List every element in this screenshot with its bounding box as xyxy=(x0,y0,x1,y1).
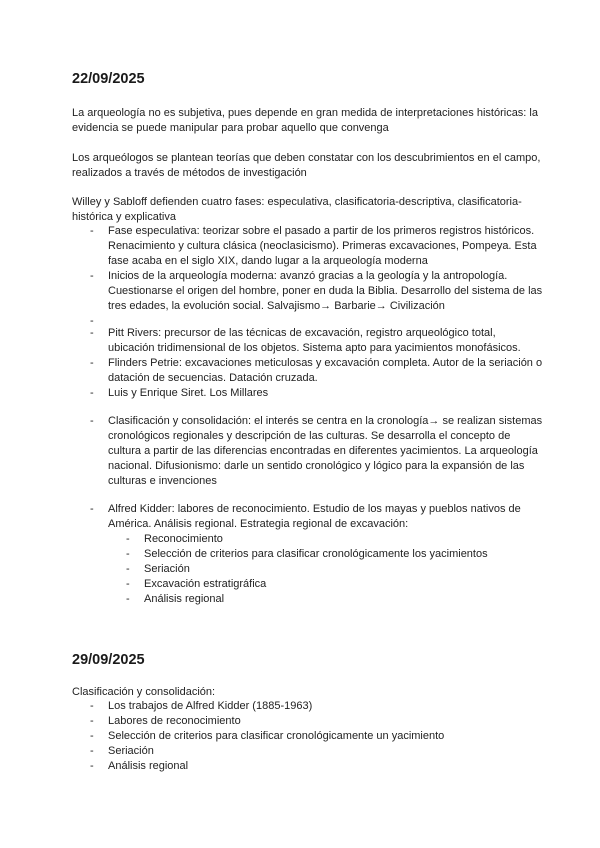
phases-list xyxy=(90,224,545,329)
kidder-sublist xyxy=(108,532,545,607)
list-item: - Pitt Rivers: precursor de las técnicas de excavación, registro arqueológico total, ubicación tridimensional de los objetos. Sistema apto para yacimientos monofásicos. xyxy=(90,326,545,356)
date-heading-1: 22/09/2025 xyxy=(72,71,145,87)
sublist-item: - Excavación estratigráfica xyxy=(108,577,545,592)
sublist-item: - Selección de criterios para clasificar cronológicamente los yacimientos xyxy=(108,547,545,562)
list-item: - Selección de criterios para clasificar cronológicamente un yacimiento xyxy=(90,729,545,744)
kidder-list xyxy=(90,502,545,607)
list-item: - Inicios de la arqueología moderna: avanzó gracias a la geología y la antropología. Cuestionarse el origen del hombre, poner en duda la Biblia. Desarrollo del sistema de las tres edades, la evolución social. Salvajismo→ Barbarie→ Civilización xyxy=(90,269,545,314)
list-item: - Análisis regional xyxy=(90,759,545,774)
pioneers-list xyxy=(90,326,545,401)
sublist-item: - Reconocimiento xyxy=(108,532,545,547)
list-item: - Labores de reconocimiento xyxy=(90,714,545,729)
sublist-item: - Análisis regional xyxy=(108,592,545,607)
list-item: - Flinders Petrie: excavaciones meticulosas y excavación completa. Autor de la seriación o datación de secuencias. Datación cruzada. xyxy=(90,356,545,386)
list-item: - Clasificación y consolidación: el interés se centra en la cronología→ se realizan sistemas cronológicos regionales y descripción de las culturas. Se desarrolla el concepto de cultura a partir de las diferencias encontradas en diferentes yacimientos. La arqueología nacional. Difusionismo: darle un sentido cronológico y lógico para la expansión de las culturas e invenciones xyxy=(90,414,545,489)
date-heading-2: 29/09/2025 xyxy=(72,652,145,668)
kidder-text: Alfred Kidder: labores de reconocimiento. Estudio de los mayas y pueblos nativos de América. Análisis regional. Estrategia regional de excavación: xyxy=(108,503,521,530)
list-item: - Fase especulativa: teorizar sobre el pasado a partir de los primeros registros históricos. Renacimiento y cultura clásica (neoclasicismo). Primeras excavaciones, Pompeya. Esta fase acaba en el siglo XIX, dando lugar a la arqueología moderna xyxy=(90,224,545,269)
list-item: - Seriación xyxy=(90,744,545,759)
list-item: - Luis y Enrique Siret. Los Millares xyxy=(90,386,545,401)
list-item: - Los trabajos de Alfred Kidder (1885-1963) xyxy=(90,699,545,714)
paragraph-willey-sabloff: Willey y Sabloff defienden cuatro fases: especulativa, clasificatoria-descriptiva, clasificatoria-histórica y explicativa xyxy=(72,196,522,223)
kidder-works-list xyxy=(90,699,545,774)
paragraph-theories: Los arqueólogos se plantean teorías que deben constatar con los descubrimientos en el campo, realizados a través de métodos de investigación xyxy=(72,152,541,179)
sublist-item: - Seriación xyxy=(108,562,545,577)
paragraph-subjectivity: La arqueología no es subjetiva, pues depende en gran medida de interpretaciones históricas: la evidencia se puede manipular para probar aquello que convenga xyxy=(72,107,538,134)
paragraph-consolidation: Clasificación y consolidación: xyxy=(72,686,216,698)
consolidation-list xyxy=(90,414,545,489)
list-item-kidder xyxy=(90,502,545,607)
